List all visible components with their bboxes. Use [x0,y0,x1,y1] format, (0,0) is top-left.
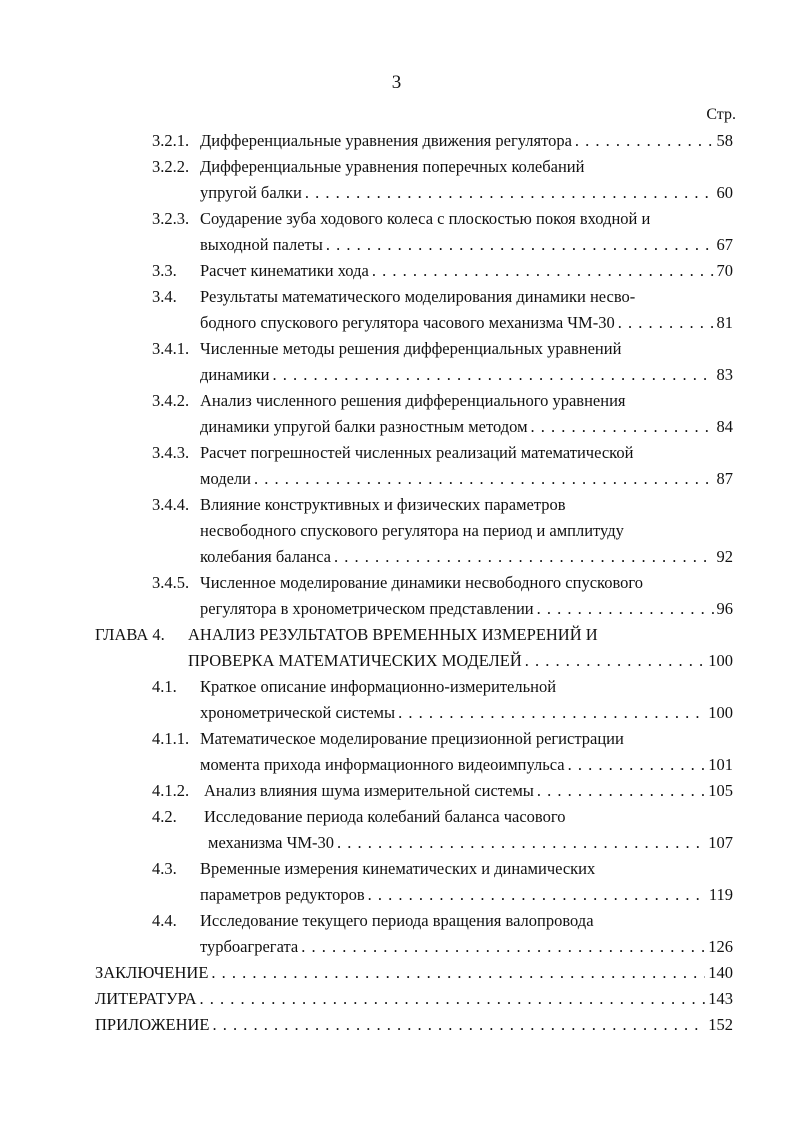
page-column-header: Стр. [706,106,736,123]
dot-leader [305,180,714,206]
toc-entry-number: 4.3. [152,859,177,878]
toc-entry-number: 3.3. [152,261,177,280]
toc-entry-page: 100 [708,703,733,722]
toc-entry-page: 81 [716,313,733,332]
toc-entry-page: 92 [716,547,733,566]
toc-entry-number: 4.2. [152,807,177,826]
dot-leader [531,414,714,440]
dot-leader [618,310,714,336]
toc-entry-title-line: Исследование текущего периода вращения валопровода [200,911,594,930]
toc-entry-number: 3.4.1. [152,339,190,358]
dot-leader [334,544,714,570]
toc-entry-title-line: момента прихода информационного видеоимпульса [200,755,565,774]
dot-leader [326,232,714,258]
toc-entry-title-line: Соударение зуба ходового колеса с плоскостью покоя входной и [200,209,651,228]
toc-entry-title-line: Анализ численного решения дифференциального уравнения [200,391,626,410]
dot-leader [372,258,714,284]
toc-entry-title-line: ЗАКЛЮЧЕНИЕ [95,963,209,982]
toc-entry-page: 140 [708,963,733,982]
dot-leader [537,596,714,622]
toc-entry-number: 3.4.2. [152,391,190,410]
toc-entry-title-line: колебания баланса [200,547,331,566]
toc-entry-number: 3.4.4. [152,495,190,514]
toc-entry-title-line: Математическое моделирование прецизионной регистрации [200,729,624,748]
toc-entry-title-line: хронометрической системы [200,703,396,722]
toc-entry-title-line: Влияние конструктивных и физических параметров [200,495,566,514]
toc-entry-title-line: Численное моделирование динамики несвободного спускового [200,573,644,592]
toc-entry-page: 96 [716,599,733,618]
toc-entry-title-line: Численные методы решения дифференциальных уравнений [200,339,622,358]
dot-leader [525,648,705,674]
toc-entry-number: 3.2.3. [152,209,190,228]
toc-entry-page: 83 [716,365,733,384]
dot-leader [200,986,706,1012]
toc-entry-title-line: параметров редукторов [200,885,365,904]
dot-leader [211,960,705,986]
dot-leader [398,700,705,726]
toc-entry-number: 4.1.1. [152,729,190,748]
toc-entry-title-line: ПРОВЕРКА МАТЕМАТИЧЕСКИХ МОДЕЛЕЙ [188,651,522,670]
toc-entry-page: 67 [716,235,733,254]
toc-entry-page: 84 [716,417,733,436]
toc-entry-title-line: Дифференциальные уравнения поперечных колебаний [200,157,585,176]
toc-entry-number: 3.2.1. [152,131,190,150]
toc-entry-number: 3.4. [152,287,177,306]
toc-entry-number: 4.1. [152,677,177,696]
toc-entry-title-line: АНАЛИЗ РЕЗУЛЬТАТОВ ВРЕМЕННЫХ ИЗМЕРЕНИЙ И [188,625,598,644]
dot-leader [273,362,714,388]
toc-entry-page: 60 [716,183,733,202]
dot-leader [537,778,705,804]
toc-entry-page: 87 [716,469,733,488]
dot-leader [368,882,706,908]
toc-entry-title-line: выходной палеты [200,235,323,254]
toc-entry-title-line: регулятора в хронометрическом представлении [200,599,534,618]
toc-entry-page: 70 [716,261,733,280]
dot-leader [568,752,706,778]
toc-entry-page: 152 [708,1015,733,1034]
toc-entry-title-line: Расчет погрешностей численных реализаций математической [200,443,634,462]
toc-entry-title-line: Результаты математического моделирования динамики несво- [200,287,636,306]
dot-leader [575,128,714,154]
toc-entry-title-line: Анализ влияния шума измерительной системы [204,781,534,800]
toc-entry-page: 105 [708,781,733,800]
toc-entry-title-line: бодного спускового регулятора часового механизма ЧМ-30 [200,313,615,332]
toc-entry-page: 119 [708,885,733,904]
toc-entry-page: 58 [716,131,733,150]
toc-entry-title-line: Дифференциальные уравнения движения регулятора [200,131,572,150]
dot-leader [337,830,705,856]
toc-entry-title-line: упругой балки [200,183,302,202]
toc-entry-title-line: динамики упругой балки разностным методом [200,417,528,436]
toc-entry-number: 3.2.2. [152,157,190,176]
toc-entry-title-line: Расчет кинематики хода [200,261,369,280]
toc-entry-number: ГЛАВА 4. [95,625,165,644]
toc-entry-title-line: динамики [200,365,270,384]
toc-entry-number: 3.4.3. [152,443,190,462]
toc-entry-page: 143 [708,989,733,1008]
toc-entry-title-line: механизма ЧМ-30 [208,833,335,852]
dot-leader [301,934,705,960]
toc-entry-title-line: Исследование периода колебаний баланса часового [204,807,566,826]
toc-entry-title-line: ПРИЛОЖЕНИЕ [95,1015,210,1034]
toc-entry-title-line: несвободного спускового регулятора на период и амплитуду [200,521,624,540]
toc-entry-page: 100 [708,651,733,670]
toc-entry-title-line: турбоагрегата [200,937,299,956]
toc-entry-title-line: Временные измерения кинематических и динамических [200,859,596,878]
dot-leader [212,1012,705,1038]
toc-entry-number: 3.4.5. [152,573,190,592]
dot-leader [254,466,714,492]
toc-entry-page: 126 [708,937,733,956]
toc-entry-number: 4.1.2. [152,781,190,800]
toc-entry-page: 101 [708,755,733,774]
page-number: 3 [391,72,402,93]
toc-entry-title-line: модели [200,469,251,488]
toc-entry-title-line: ЛИТЕРАТУРА [95,989,197,1008]
toc-entry-number: 4.4. [152,911,177,930]
toc-entry-title-line: Краткое описание информационно-измерительной [200,677,557,696]
toc-entry-page: 107 [708,833,733,852]
